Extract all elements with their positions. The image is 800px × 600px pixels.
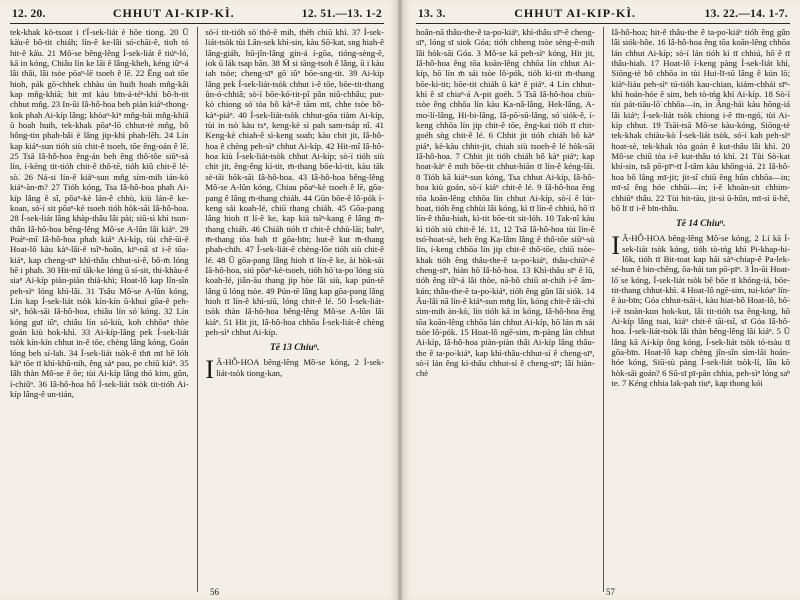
verse-range: 13. 22.—14. 1-7. [704,8,788,20]
drop-cap: I [611,231,621,261]
text-columns [416,27,790,592]
verse-text: hoân-nā thâu-the-ê ta-po͘-kiáⁿ, khì-thâu sīⁿ-ê cheng-sīⁿ, lóng sī siok Góa; tióh chheng tsòe sèng-ê-mih lâi hòk-sāi Góa. 3 Mô͘-se kā peh-sìⁿ kóng, Hit jit, Iâ-hô-hoa êng tōa koān-lêng chhōa lín chhut Ai-kíp, hō͘ lín m̄ sái tsòe lô͘-pók, tióh kì-tit m̄-thang bōe-kì-tit; bōe-tit chiáh ū kàⁿ ê piáⁿ. 4 Lín chhut-khì ê sī chiaⁿ-á A-pit goéh. 5 Tsā Iâ-hô-hoa chiù-tsòe êng chhōa lín kàu Ka-nâ-lâng, Hek-lâng, A-mo͘-lí-lâng, Hi-bi-lâng, Iâ-pō͘-sū-lâng, só͘ siók-ê, í-keng chhōa lín jip chit-ê tōe, êng-kai tióh tī chit-goéh sǹg chit-ê lé. 6 Chhit jit tióh chiáh bô kàⁿ piáⁿ, kè-kàu chhit-jit, chiah siù tsoeh-ê lé hòk-sāi Iâ-hô-hoa. 7 Chhit jit tióh chiáh bô kàⁿ piáⁿ; kap hoat-kàⁿ ê mih bōe-tit chhut-hiān tī lín-ê kéng-lāi. 8 Tióh kā kiáⁿ-sun kóng, Tsa chhut Ai-kíp, Iâ-hô-hoa kiù goán, sò͘-í kiáⁿ chit-ê lé. 9 Iâ-hô-hoa êng tōa koān-lêng chhōa lín chhut Ai-kíp, sò͘-í ē lút-hoat, tióh êng chhùi lâi kóng, kì tī lín-ê chhiú, hō͘ tī lín-ê thâu-hiah, kì-tit bōe-tit sit-lóh. 10 Tak-nî kàu kì tióh siù chit-ê lé. 11, 12 Tsā Iâ-hô-hoa tùi lín-ê tsó͘-hoat-sè, beh êng Ka-lâm lâng ê thô͘-tōe siūⁿ-sù lín, í-keng chhōa lín jip chit-ê thô͘-tōe, chiū tsòe-khak tióh êng thâu-the-ê ta-po͘-kiáⁿ, thâu-chiūⁿ-ê cheng-sīⁿ, hiàn hō͘ Iâ-hô-hoa. 13 Khì-thâu sīⁿ ê lû, tióh êng iûⁿ-á lâi thòe, nā-bô chiū at-chih i-ê âm-kún; thâu-the-ê ta-po͘-kiáⁿ, tióh êng gûn lâi siók. 14 Āu-lâi nā lín-ê kiáⁿ-sun mn̄g lín, kóng chit-ê tāi-chì sim-mih àn-kò͘, lín tióh kā in kóng, Iâ-hô-hoa êng tōa koān-lêng chhōa lán chhut Ai-kíp, hō͘ lán m̄ sái tsòe lô͘-pók. 15 Hoat-lô ngē-sim, m̄-pàng lán chhut Ai-kíp, Iâ-hô-hoa piàn-piàn thâi Ai-kíp lâng thâu-the ê ta-po͘-kiáⁿ, kap khì-thâu-chhut-sí ê cheng-sīⁿ, sò͘-í lán êng kì-thâu chhut-sí ê cheng-sīⁿ; lâi hiàn-chè [416,27,595,379]
column-2 [611,27,790,592]
chapter-heading: Tē 14 Chiuⁿ. [675,219,726,230]
chapter-opening-text: Â-HÔ-HOA bêng-lêng Mô͘-se kóng, 2 Í-sek-liát-tsòk tiong-kan, [216,357,385,378]
right-page [402,0,800,600]
column-1 [416,27,595,592]
chapter-opening-text: Â-HÔ-HOA bêng-lêng Mô͘-se kóng, 2 Lí kā Í-sek-liát tsòk kóng, tióh tò-tńg khì Pi-khap-hi-lôk, tióh tī Bit-toat kap hái sàⁿ-chiap-ê Pa-lek-sé-hun ê bin-chêng, ōa-hái tan pō͘-pīⁿ. 3 Ìn-ūi Hoat-lō͘ se kóng, Í-sek-liát tsòk bē bōe tī khóng-iá, bōe-tit-thang chhut-khì. 4 Hoat-lô ngē-sim, tui-kóaⁿ lín-ê àu-bīn; Góa chhut-tsāi-i, kàu hiat-bô Hoat-lô, bô͘-i-ê tsoàn-kun hok-kut, lâi tit-tióh tsa êng-kng, hō͘ Ai-kíp lâng tsai, kiáⁿ chit-ê tāi-tsî, sī Góa Iâ-hô-hoa. Í-sek-liát-tsòk lâi thàn bêng-lêng lâi kiáⁿ. 5 Ū lâng kā Ai-kíp ông kóng, Í-sek-liát tsòk tó-tsàu tī gōa-bīn. Hoat-lô kap chèng jîn-sîn sìm-lāi hoán-hóe kóng, Siū͘-sù pàng Í-sek-liát tsòk-lí, lâu kō͘ hòk-sāi goán? 6 Sū-sī pī-pān chhia, peh-sìⁿ lóng sa̍ⁿ te. 7 Kéng chhia lak-pah tiuⁿ, kap thong kói [611,233,791,388]
page-number-right: 57 [606,587,615,597]
column-divider [603,27,604,592]
text-columns [10,27,384,592]
page-number-left: 56 [210,587,219,597]
chapter-heading: Tē 13 Chiuⁿ. [269,343,320,354]
column-1 [10,27,189,592]
verse-range: 12. 51.—13. 1-2 [301,8,382,20]
verse-text: tek-khak kò-tsoat i t'Í-sek-liát è hōe tiong. 20 Ū kà̍u-ê bô-tit chiáh; lín-ê ke-lâi só͘-chāi-ê, tio̍h tó hit-ê kà̍u. 21 Mô͘-se bêng-lêng Í-sek-liát ê tiúⁿ-ló, kā in kóng, Chiâu lín ke lāi ê lâng-kheh, kéng iûⁿ-á lâi thâi, lâi tsòe pōaⁿ-lē tsoeh ê lē. 22 Ēng oa̍t tōe hioh, pák gō͘-chhek chhàu ún huih hoah mn̂g-kâi kap mn̂g-khiā; hit mī kàu bīn-á-téⁿ-khì bô-h-tit chhut mn̂g. 23 In-ūi Iâ-hô-hoa beh piàn kiáⁿ-thong-kok phah Ai-kíp lâng; khòaⁿ-kìⁿ mn̂g-bái mn̂g-khiā ū hoah huih, tek-khak pōaⁿ-lō chhut-tè mn̂g, bô hông-tin phah-bâi è lâng jip-khì phah-lēh. 24 Lín kap kiáⁿ-sun tióh siù chit-ê tsoeh, tōe êng-oán ê lē. 25 Tsā Iâ-hô-hoa êng-án beh êng thô͘-tôe siūⁿ-sà lín, í-kèng tit-tióh chit-ê thô͘-tē, tióh kiû chit-ê lé-sò͘. 26 Ná-si lín-ê kiáⁿ-sun mn̂g sím-mih ián-kò͘ kiáⁿ-àn-m̄? 27 Tióh kóng, Tsa Iâ-hô-hoa phah Ai-kíp lâng ê sî, pōaⁿ-kè lán-ê chhù, kiù lán-ê ke-koan, só͘-í sit pōaⁿ-kè tsoeh tióh hòk-sāi Iâ-hô-hoa. 28 Í-sek-liát lâng khàp-thâu lâi pài; siū-sì khì tsun-thân Iâ-hô-hoa bêng-lêng Mô͘-se A-lûn lâi kiáⁿ. 29 Poáⁿ-mî Iâ-hô-hoa phah kiáⁿ Ai-kíp, tùi chē-ūi-ê Hoat-lô kàu kàⁿ-lâi-ê tsîⁿ-hoân, kiⁿ-nâ sī i-ê tōa-kiáⁿ, kap cheng-sīⁿ khì-thâu chhut-sí-ê, bô-m̄ lóng hē i phah. 30 Hit-mî tāk-ke lóng ū sí-sit, thi-khàu-ê siaⁿ Ai-kíp piàn-piàn thià-khì; Hoat-lô kap lîn-sîn peh-sìⁿ lóng khì-lâi. 31 Tsâu Mô͘-se A-lûn kóng, Lín kap Í-sek-liát tsòk kín-kín ū-khui gōa-ê peh-sìⁿ, hók-sāi Iâ-hô-hoa, chiâu lín só͘ kóng. 32 Lín kóng guī iûⁿ, chiâu lín só͘-kiù, koh chhōaⁿ thòe goán kiù hok-khì. 33 Ai-kíp-lâng pek Í-sek-liát tsòk kín-kín chhut in-ê tōe, chèng lâng kóng, Goán lóng beh sí-lah. 34 Í-sek-liát tsòk-ê thn̄ mī bē lóh kàⁿ tōe tī khì-khû-nih, êng sàⁿ pau, pe chiū kiáⁿ. 35 Iâh thàn Mô͘-se ê ōe; tùi Ai-kíp lâng thó kim, gûn, í-chiûⁿ. 36 Iâ-hô-hoa hō͘ Í-sek-liát tsòk tit-tióh Ai-kíp lâng-ê un-tián, [10,27,189,400]
running-head [416,4,790,24]
column-2 [205,27,384,592]
verse-text: Iâ-hô-hoa; hit-ê thâu-the ê ta-po͘-kiáⁿ tióh êng gûn lâi siók-hôe. 16 Iâ-hô-hoa êng tōa koān-lêng chhōa lán chhut Ai-kíp; sò͘-í lán tióh kì tī chhiú, hō͘ ê tī thâu-hiah. 17 Hoat-lô í-keng pàng Í-sek-liát khì, Siōng-tè bô chhōa in tùi Hui-lī-sū lâng ê kún lō͘; kiàⁿ-liáu peh-sìⁿ tú-tióh kau-chian, kiám-chhái sīⁿ-khì hoán-hóe ê sim, beh tò-tńg khì Ai-kíp. 18 Sò͘-í tùi pát-tiāu-lō͘ chhōa—in, ìn Âng-hái kàu hōng-iá lâi kiáⁿ; Í-sek-liát tsòk chiong i-ê tīn-ngó͘, tùi Ai-kíp chhut. 19 Tsāi-tsā Mô͘-se kàu-kóng, Siōng-tè tek-khak chiàu-kò͘ Í-sek-liát tsòk, só͘-í kah peh-sìⁿ hoat-sè, tek-khak tòa goán ê kut-thâu lâi khì. 20 Mô͘-se chiū tòa i-ê kut-thâu tó khì. 21 Tùi Sò͘-kat khí-sin, tsâ pō͘-pīⁿ-tī Í-tâm kàu khōng-iá. 21 Iâ-hô-hoa bô lâng mī-jit; jit-sî chiū êng hûn chhōa—in; mī-sî êng hóe chhūi—in; í-ê khoàn-sit chhim-chhiūⁿ thâu. 22 Tùi hit-tāu, jit-sì ū-hûn, mī-sì ū-hē, bō lī tī i-ê bīn-thâu. [611,27,791,213]
drop-cap: I [205,355,215,385]
verse-text: só͘-í tit-tióh só͘ thó-ê mih, thèh chiū khì. 37 Í-sek-liát-tsòk tùi Lân-sek khì-sin, kàu Sō͘-kat, sng hiah-ê lâng-giáh, hū-jîn-lâng gín-á í-gōa, tióng-sèng-ê, iok ū lák tsap bān. 38 M̄ si tāng-tsoh ê lâng, ū i kàu iah tsòe; cheng-sīⁿ gō͘ iûⁿ bōe-sng-tit. 39 Ai-kíp lâng pek Í-sek-liát-tsòk chhut i-ê tōe, bōe-tit-thang ûn-ó-chhiâ; sò͘-í bōe-kó͘-tit-pî pân niû-chhâu; put-kò chiong só͘ tòa bô kàⁿ-ê tām mī, chhe tsòe bô-kàⁿ-piáⁿ. 40 Í-sek-liát-tsòk chhut-gōa tiàm Ai-kíp, tùi in tsò͘ kàu tsⁿ, keng-kè sì pah sam-tsáp nî. 41 Keng-kè chiah-ê sì-keng soah; kàu chit jit, Iâ-hô-hoa ê chèng peh-sìⁿ chhut Ai-kíp. 42 Hit-mî Iâ-hô-hoa kiù Í-sek-liát-tsòk chhut Ai-kíp; sò͘-í tióh siù chit jit, êng-êng kì-tit, m̄-thang bōe-kì-tit, kàu tāk sè-tāi hōk-sāi Iâ-hô-hoa. 43 Iâ-hô-hoa bêng-lêng Mô͘-se A-lûn kóng, Chiau pōaⁿ-kè tsoeh ê lē, gōa-pang ê lâng m̄-thang chiáh. 44 Gūn bōe-ê lô͘-pók í-keng sái koah-lé, chiū thang chiáh. 45 Gōa-pang lâng hioh tī lí-ê ke, kap kià tsìⁿ-kang ê lâng m̄-thang chiáh. 46 Chiáh tióh tī chit-ê chhù-lāi; bahⁿ, m̄-thang tòa bah tī gōa-bīn; hut-ê kut m̄-thang phah-chih. 47 Í-sek-liát-ê chèng-lōe tióh siù chit-ê lé. 48 Ū gōa-pang lâng hioh tī lín-ê ke, ài hòk-sāi Iâ-hô-hoa, siú pōaⁿ-kè-tsoeh, tióh hō͘ ta-po͘ lóng siù koah-lé, jiân-āu thang jip hòe lâi siù, kap pún-tē lâng ū lóng tsòe. 49 Pún-tē lâng kap gōa-pang lâng hioh tī lín-ê khì-siū, lóng chit-ê lé. 50 Í-sek-liát-tsòk thàn Iâ-hô-hoa bêng-lêng Mô͘-se A-lûn lâi kiáⁿ. 51 Hit jit, Iâ-hô-hoa chhōa Í-sek-liát-ê chèng peh-sìⁿ chhut Ai-kíp. [205,27,385,337]
chapter-ref: 13. 3. [418,8,446,20]
chapter-opening [611,233,790,388]
chapter-opening [205,355,385,385]
column-divider [197,27,198,592]
left-page [0,0,398,600]
running-head [10,4,384,24]
book-title: CHHUT AI-KIP-KÌ. [112,6,235,20]
chapter-ref: 12. 20. [12,8,46,20]
book-title: CHHUT AI-KIP-KÌ. [514,6,637,20]
